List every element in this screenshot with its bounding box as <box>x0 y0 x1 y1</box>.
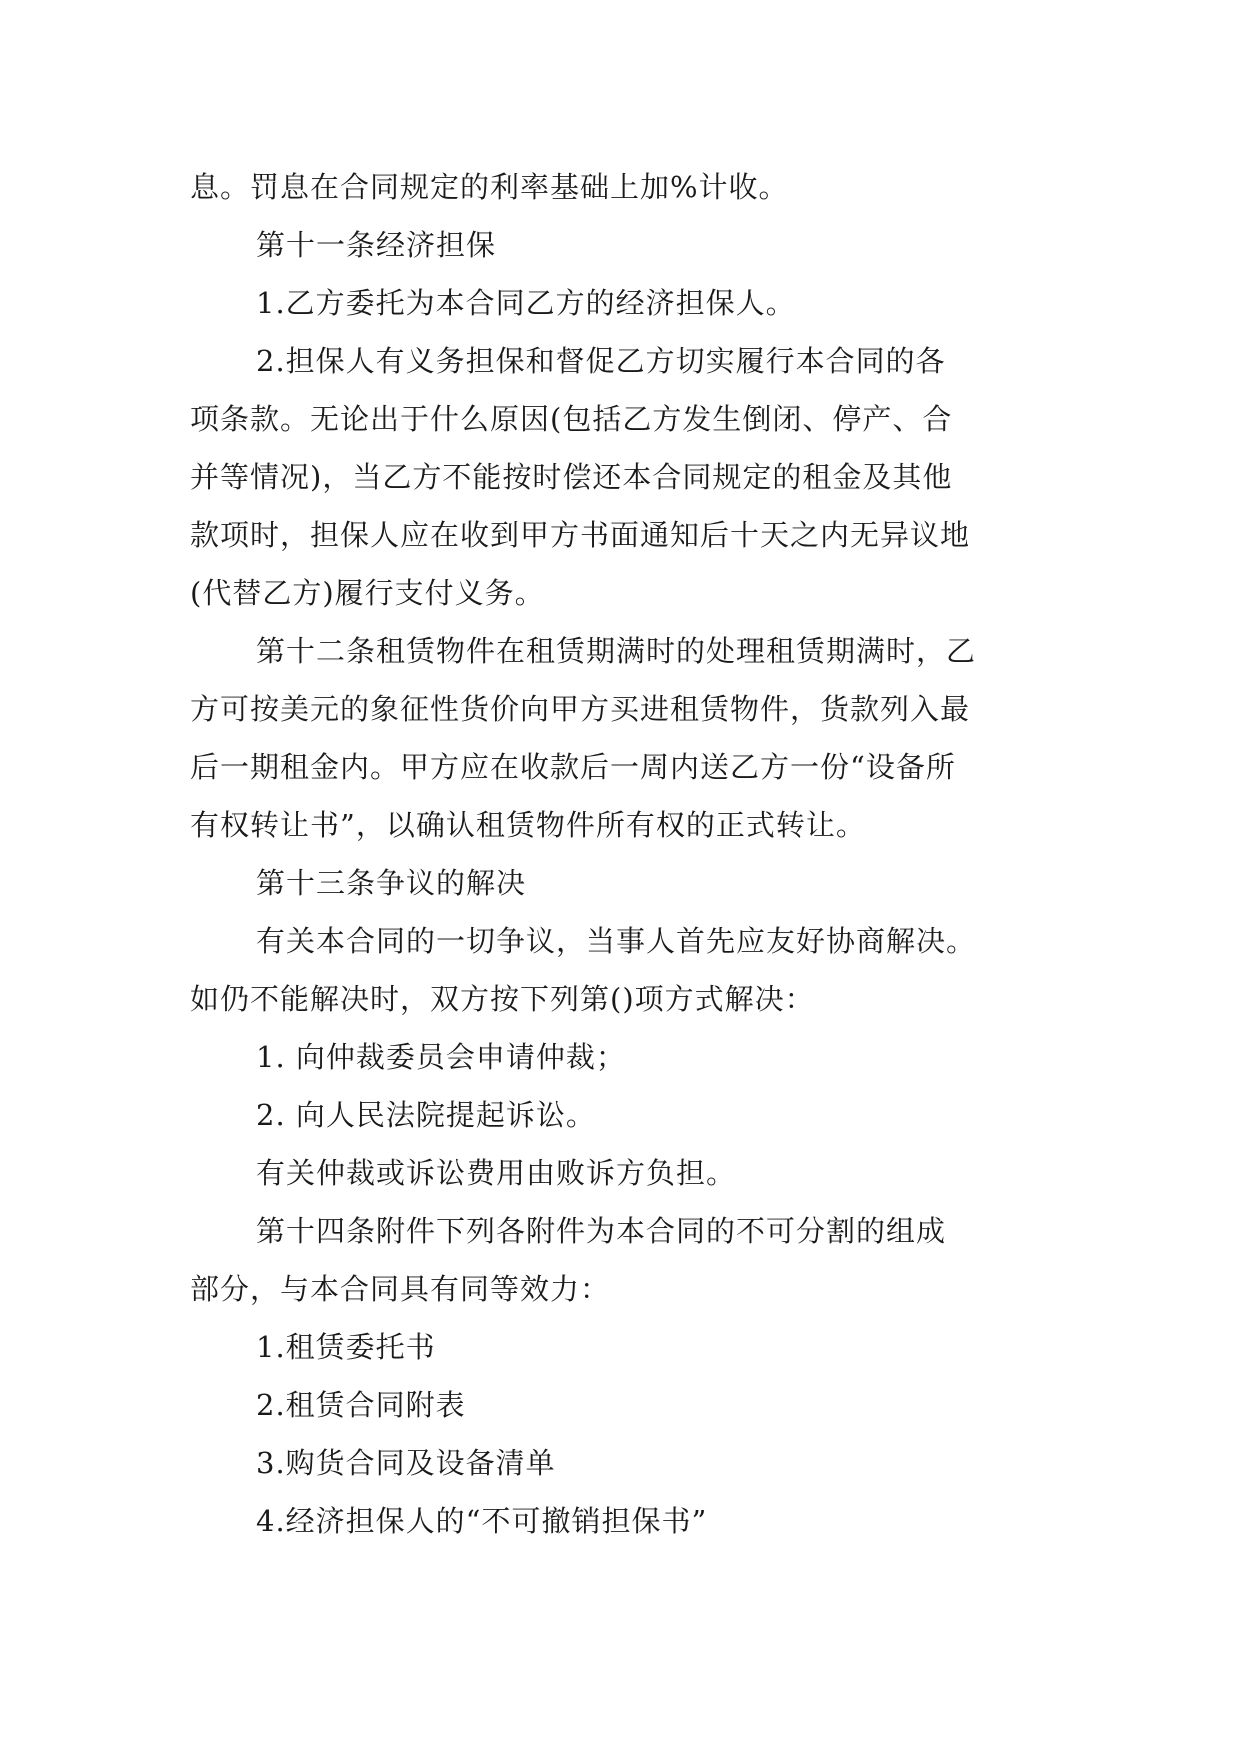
text-line: 并等情况)，当乙方不能按时偿还本合同规定的租金及其他 <box>190 460 953 494</box>
article-heading-12: 第十二条租赁物件在租赁期满时的处理租赁期满时，乙 <box>256 634 977 668</box>
text-line: 方可按美元的象征性货价向甲方买进租赁物件，货款列入最 <box>190 692 971 726</box>
text-line: 有权转让书”，以确认租赁物件所有权的正式转让。 <box>190 808 866 842</box>
text-line: 有关本合同的一切争议，当事人首先应友好协商解决。 <box>256 924 977 958</box>
text-line: 如仍不能解决时，双方按下列第()项方式解决： <box>190 982 815 1016</box>
text-line: 部分，与本合同具有同等效力： <box>190 1272 611 1306</box>
article-heading-13: 第十三条争议的解决 <box>256 866 527 900</box>
text-line: 2.担保人有义务担保和督促乙方切实履行本合同的各 <box>256 344 946 378</box>
list-item: 2.租赁合同附表 <box>256 1388 466 1422</box>
list-item: 2. 向人民法院提起诉讼。 <box>256 1098 596 1132</box>
document-body <box>190 158 1055 1550</box>
text-line: (代替乙方)履行支付义务。 <box>190 576 545 610</box>
text-line: 款项时，担保人应在收到甲方书面通知后十天之内无异议地 <box>190 518 971 552</box>
text-line: 后一期租金内。甲方应在收款后一周内送乙方一份“设备所 <box>190 750 956 784</box>
list-item: 4.经济担保人的“不可撤销担保书” <box>256 1504 708 1538</box>
text-line: 有关仲裁或诉讼费用由败诉方负担。 <box>256 1156 737 1190</box>
list-item: 3.购货合同及设备清单 <box>256 1446 556 1480</box>
text-line: 息。罚息在合同规定的利率基础上加%计收。 <box>190 170 789 204</box>
list-item: 1.租赁委托书 <box>256 1330 436 1364</box>
text-line: 1.乙方委托为本合同乙方的经济担保人。 <box>256 286 796 320</box>
list-item: 1. 向仲裁委员会申请仲裁； <box>256 1040 626 1074</box>
article-heading-11: 第十一条经济担保 <box>256 228 497 262</box>
article-heading-14: 第十四条附件下列各附件为本合同的不可分割的组成 <box>256 1214 947 1248</box>
text-line: 项条款。无论出于什么原因(包括乙方发生倒闭、停产、合 <box>190 402 953 436</box>
